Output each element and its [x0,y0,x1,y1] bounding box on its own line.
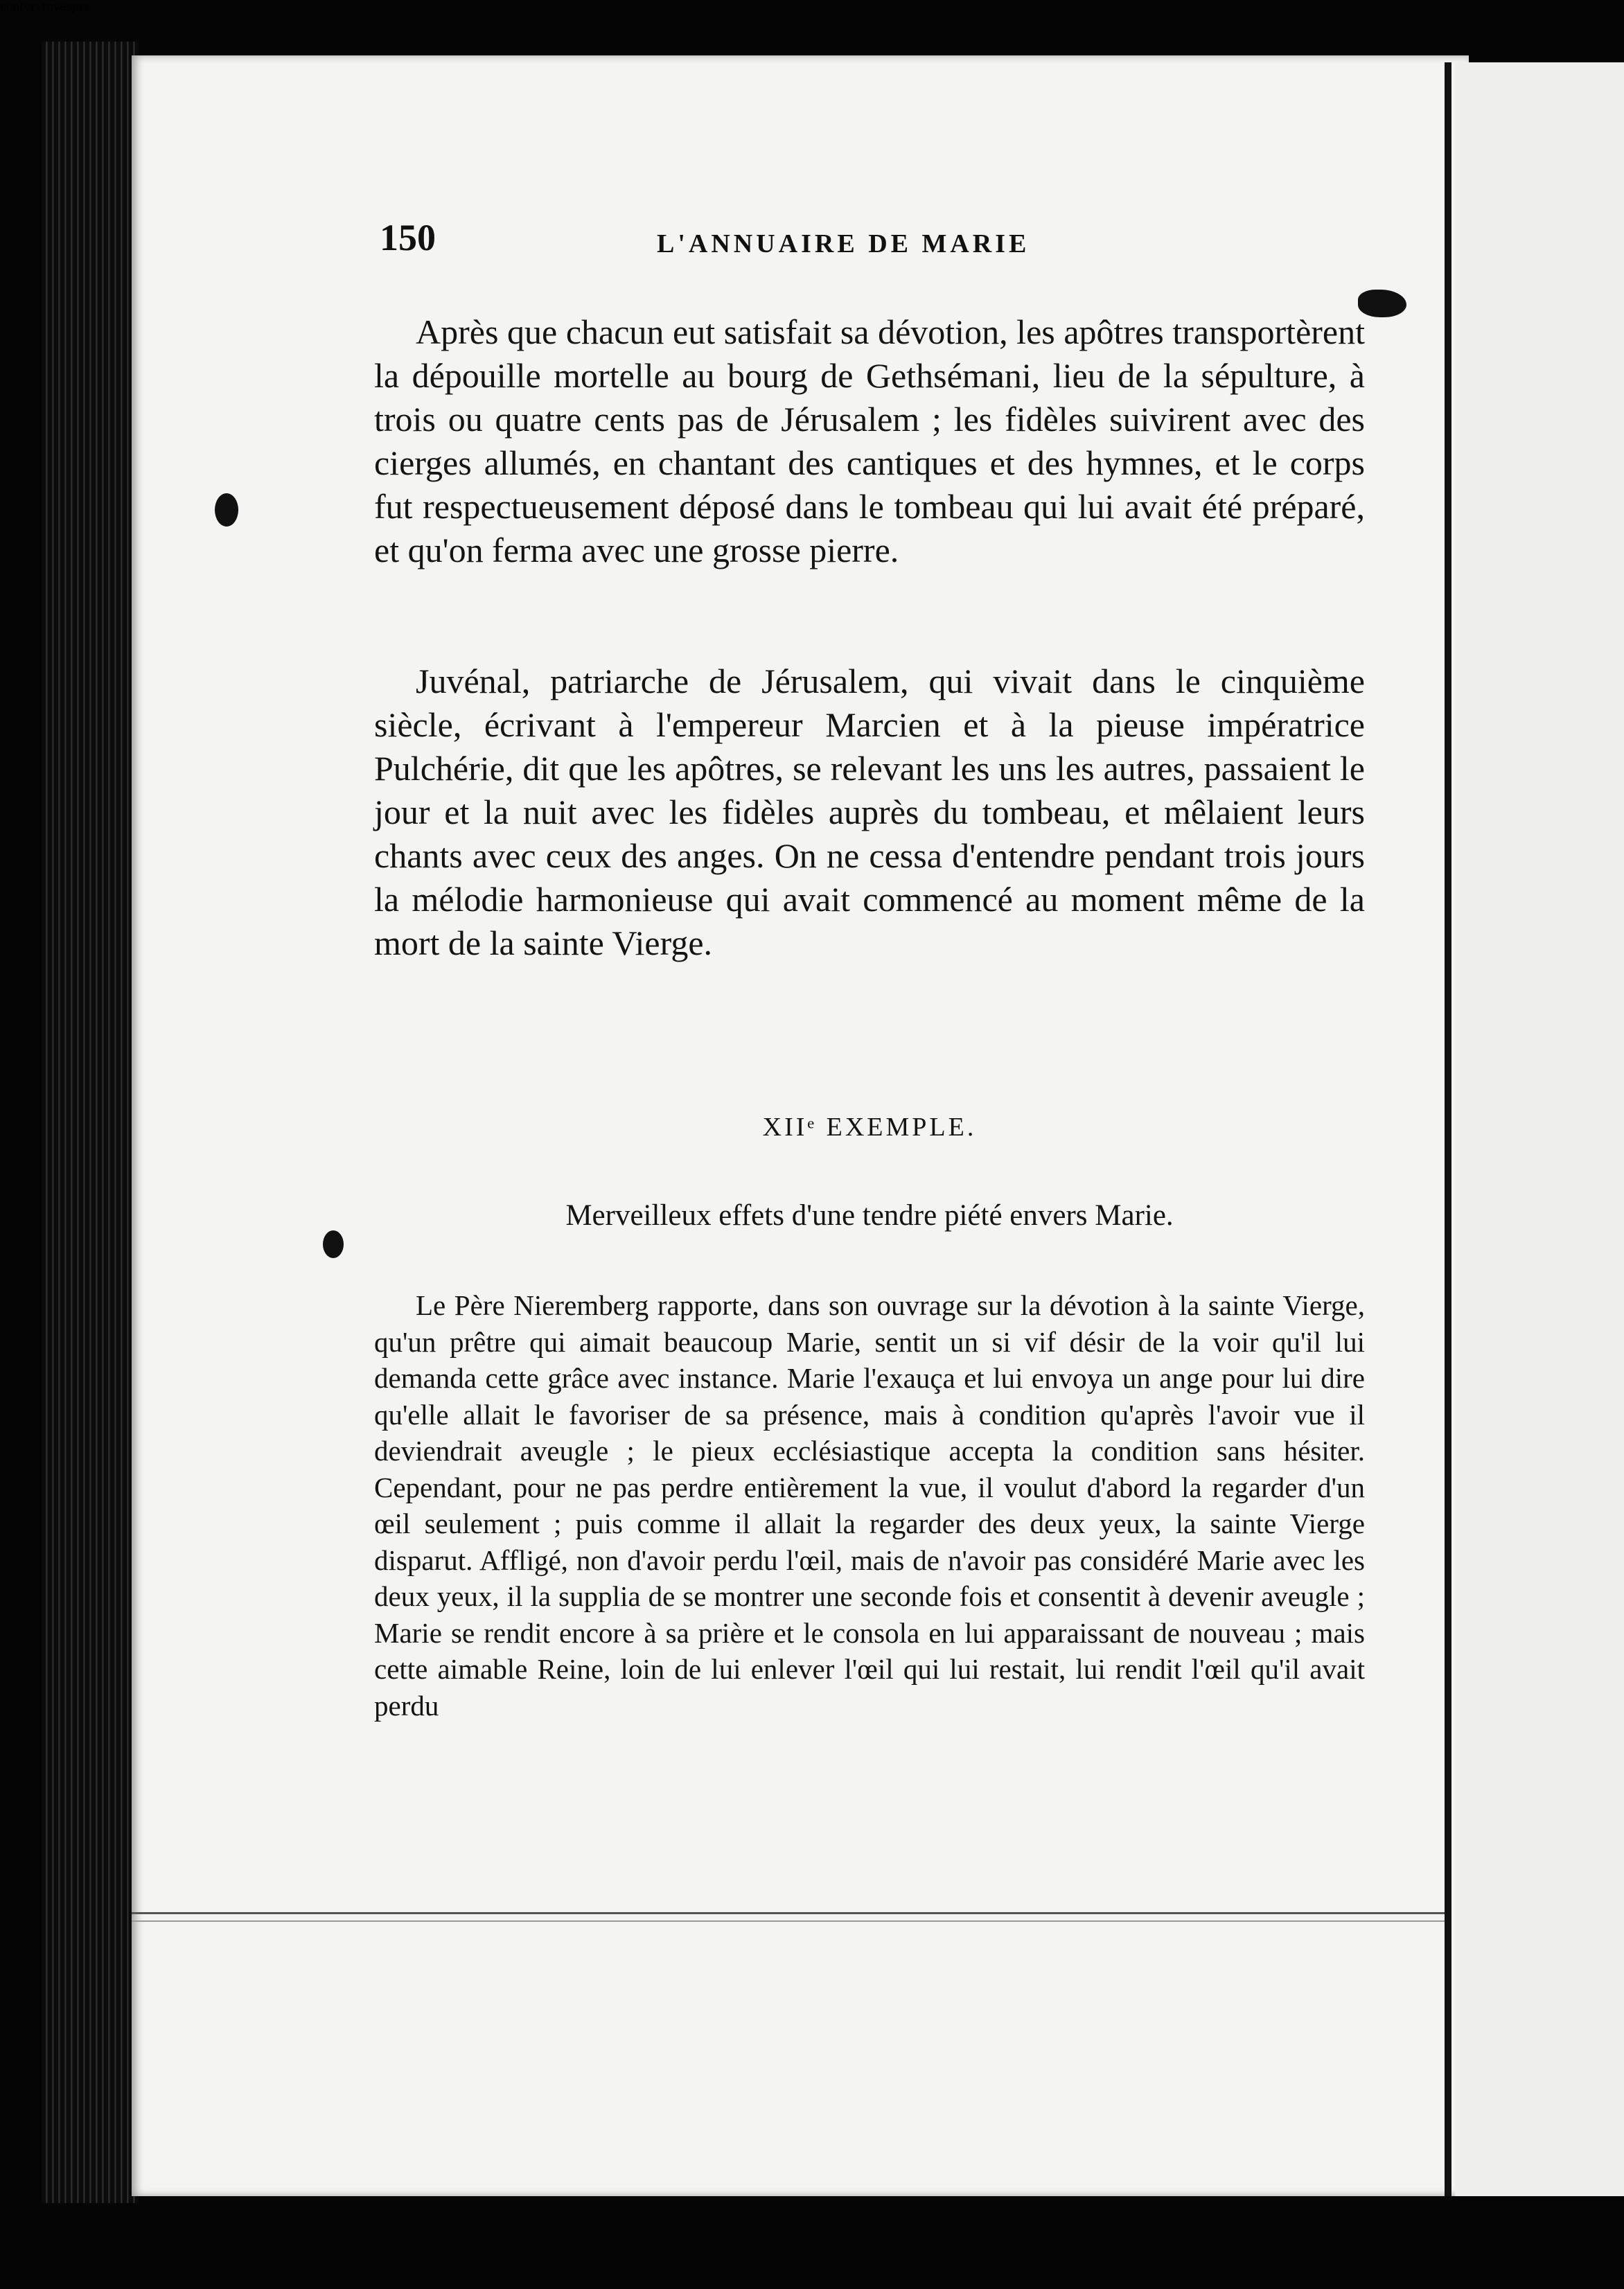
adjacent-page-letter: v [24,0,30,13]
adjacent-page-letter: s [84,0,91,13]
adjacent-page-fragments [0,0,1624,13]
page-rule [132,1920,1445,1922]
section-title: XIIᵉ EXEMPLE. [762,1113,977,1142]
adjacent-page-letter: e [60,0,67,13]
page-number: 150 [380,217,436,258]
adjacent-page-letter: s [66,0,72,13]
adjacent-page-letter: c [0,0,6,13]
running-title: L'ANNUAIRE DE MARIE [657,229,1030,258]
paragraph-burial: Après que chacun eut satisfait sa dévotion, les apôtres transportèrent la dépouille mortelle au bourg de Gethsémani, lieu de la sépulture, à trois ou quatre cents pas de Jérusalem ; les fidèles suivirent avec des cierges allumés, en chantant des cantiques et des hymnes, et le corps fut respectueusement déposé dans le tombeau qui lui avait été préparé, et qu'on ferma avec une grosse pierre. [374,312,1365,569]
paragraph-example: Le Père Nieremberg rapporte, dans son ouvrage sur la dévotion à la sainte Vierge, qu'un prêtre qui aimait beaucoup Marie, sentit un si vif désir de la voir qu'il lui demanda cette grâce avec instance. Marie l'exauça et lui envoya un ange pour lui dire qu'elle allait le favoriser de sa présence, mais à condition qu'après l'avoir vue il deviendrait aveugle ; le pieux ecclésiastique accepta la condition sans hésiter. Cependant, pour ne pas perdre entièrement la vue, il voulut d'abord la regarder d'un œil seulement ; puis comme il allait la regarder des deux yeux, la sainte Vierge disparut. Affligé, non d'avoir perdu l'œil, mais de n'avoir pas considéré Marie avec les deux yeux, il la supplia de se montrer une seconde fois et consentit à devenir aveugle ; Marie se rendit encore à sa prière et le consola en lui apparaissant de nouveau ; mais cette aimable Reine, loin de lui enlever l'œil qui lui restait, lui rendit l'œil qu'il avait perdu [374,1289,1365,1722]
adjacent-page [1455,62,1624,2196]
adjacent-page-letter: t [19,0,24,13]
page-rule [132,1912,1445,1914]
ink-stain [1358,290,1406,317]
book-binding [42,42,139,2203]
paragraph-juvenal: Juvénal, patriarche de Jérusalem, qui vivait dans le cinquième siècle, écrivant à l'empereur Marcien et à la pieuse impératrice Pulchérie, dit que les apôtres, se relevant les uns les autres, passaient le jour et la nuit avec les fidèles auprès du tombeau, et mêlaient leurs chants avec ceux des anges. On ne cessa d'entendre pendant trois jours la mélodie harmonieuse qui avait commencé au moment même de la mort de la sainte Vierge. [374,662,1365,962]
adjacent-page-letter: n [46,0,54,13]
adjacent-page-letter: r [30,0,36,13]
section-subtitle: Merveilleux effets d'une tendre piété envers Marie. [565,1199,1174,1232]
page-gutter [1445,62,1451,2196]
ink-blot [323,1230,344,1258]
page-header [380,216,1363,265]
ink-blot [215,493,238,527]
adjacent-page-letter: c [6,0,12,13]
adjacent-page-letter: v [35,0,42,13]
adjacent-page-letter: n [12,0,20,13]
adjacent-page-letter: v [53,0,60,13]
adjacent-page-letter: p [71,0,80,13]
adjacent-page-letter: t [42,0,46,13]
adjacent-page-letter: r [79,0,85,13]
